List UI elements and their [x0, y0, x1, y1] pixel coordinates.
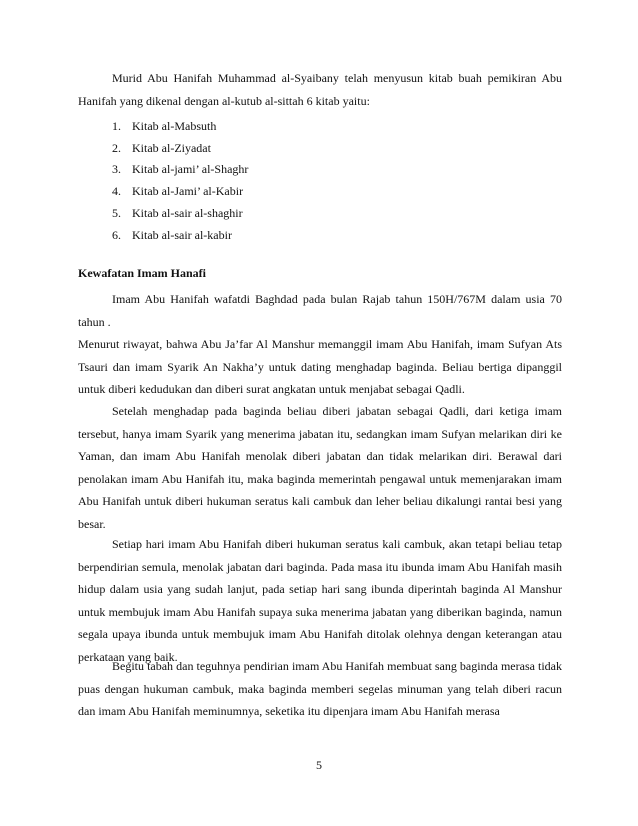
- paragraph-refusal: Setelah menghadap pada baginda beliau diberi jabatan sebagai Qadli, dari ketiga imam tersebut, hanya imam Syarik yang menerima jabatan itu, sedangkan imam Sufyan melarikan diri ke Yaman, dan imam Abu Hanifah menolak diberi jabatan dan tidak melarikan diri. Berawal dari penolakan imam Abu Hanifah itu, maka baginda memerintah pengawal untuk memenjarakan imam Abu Hanifah untuk diberi hukuman seratus kali cambuk dan leher beliau dikalungi rantai besi yang besar.: [78, 404, 562, 531]
- list-number: 1.: [112, 119, 121, 133]
- list-item: [112, 138, 248, 160]
- book-title: Kitab al-sair al-kabir: [132, 227, 232, 242]
- page-number: 5: [316, 758, 322, 772]
- list-number: 4.: [112, 184, 121, 199]
- book-title: Kitab al-Jami’ al-Kabir: [132, 184, 244, 199]
- paragraph-death-date: Imam Abu Hanifah wafatdi Baghdad pada bulan Rajab tahun 150H/767M dalam usia 70 tahun .: [78, 292, 562, 329]
- book-title: Kitab al-Mabsuth: [132, 119, 217, 133]
- book-title: Kitab al-sair al-shaghir: [132, 205, 243, 220]
- book-title: Kitab al-Ziyadat: [132, 140, 211, 155]
- list-number: 2.: [112, 140, 121, 155]
- book-list: [112, 116, 248, 246]
- intro-paragraph: Murid Abu Hanifah Muhammad al-Syaibany telah menyusun kitab buah pemikiran Abu Hanifah yang dikenal dengan al-kutub al-sittah 6 kitab yaitu:: [78, 71, 562, 108]
- list-number: 6.: [112, 227, 121, 242]
- list-item: [112, 159, 248, 181]
- paragraph-summons: Menurut riwayat, bahwa Abu Ja’far Al Manshur memanggil imam Abu Hanifah, imam Sufyan Ats Tsauri dan imam Syarik An Nakha’y untuk dating menghadap baginda. Beliau bertiga dipanggil untuk diberi kedudukan dan diberi surat angkatan untuk menjabat sebagai Qadli.: [78, 337, 562, 396]
- list-item: [112, 225, 248, 247]
- list-item: [112, 203, 248, 225]
- list-number: 5.: [112, 205, 121, 220]
- paragraph-punishment: Setiap hari imam Abu Hanifah diberi hukuman seratus kali cambuk, akan tetapi beliau tetap berpendirian semula, menolak jabatan dari baginda. Pada masa itu ibunda imam Abu Hanifah masih hidup dalam usia yang sudah lanjut, pada setiap hari sang ibunda diperintah baginda Al Manshur untuk membujuk imam Abu Hanifah supaya suka menerima jabatan yang diberikan baginda, namun segala upaya ibunda untuk membujuk imam Abu Hanifah ditolak olehnya dengan keterangan atau perkataan yang baik.: [78, 537, 562, 664]
- section-heading: Kewafatan Imam Hanafi: [78, 266, 206, 280]
- list-item: [112, 116, 248, 138]
- list-number: 3.: [112, 162, 121, 177]
- list-item: [112, 181, 248, 203]
- book-title: Kitab al-jami’ al-Shaghr: [132, 162, 249, 177]
- paragraph-poison: Begitu tabah dan teguhnya pendirian imam Abu Hanifah membuat sang baginda merasa tidak puas dengan hukuman cambuk, maka baginda memberi segelas minuman yang telah diberi racun dan imam Abu Hanifah meminumnya, seketika itu dipenjara imam Abu Hanifah merasa: [78, 659, 562, 718]
